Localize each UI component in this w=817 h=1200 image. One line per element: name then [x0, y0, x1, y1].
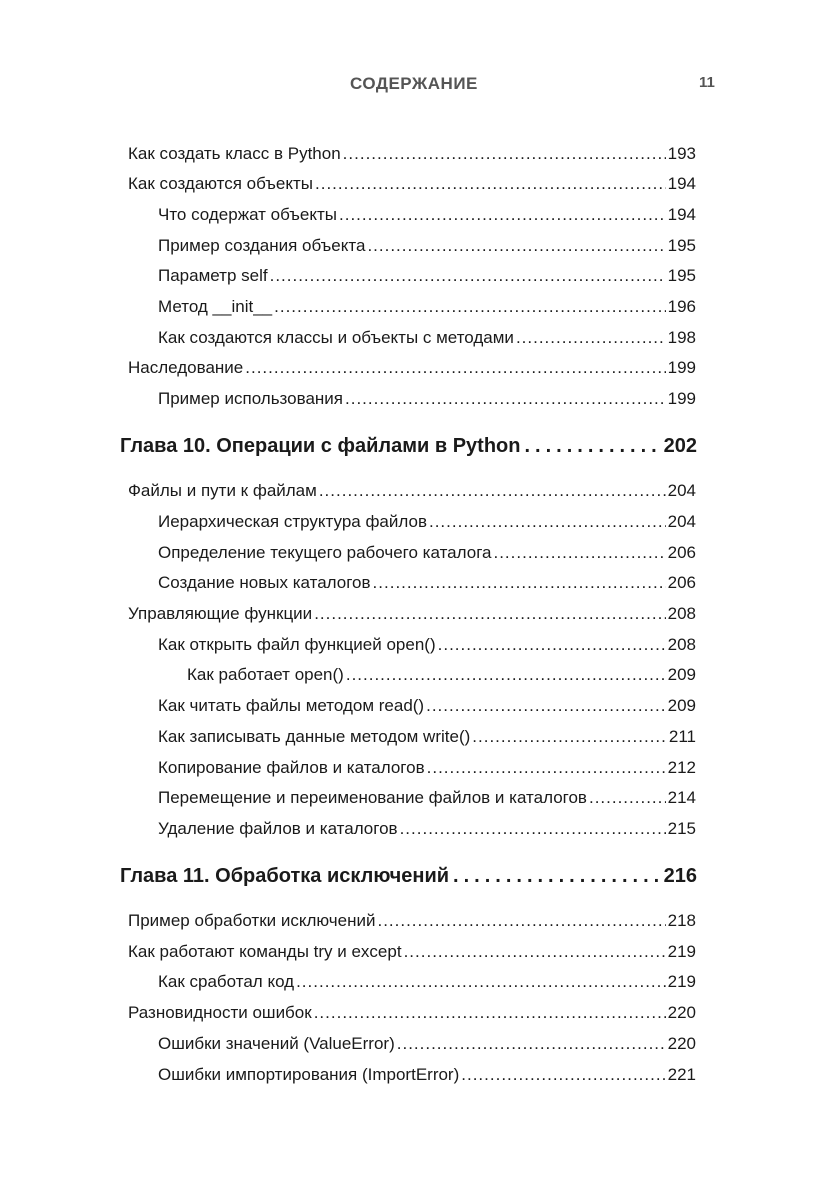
toc-entry-title: Разновидности ошибок: [128, 1003, 312, 1022]
dot-leader: [438, 635, 666, 655]
dot-leader: [346, 665, 666, 685]
toc-entry-title: Как читать файлы методом read(): [158, 696, 425, 715]
toc-entry: [158, 205, 696, 231]
chapter-title: Глава 11. Обработка исключений: [120, 865, 450, 887]
dot-leader: [245, 358, 665, 378]
dot-leader: [427, 758, 666, 778]
dot-leader: [400, 819, 666, 839]
toc-chapter-heading: [120, 435, 697, 465]
toc-entry-page: 218: [667, 911, 696, 930]
toc-entry: [158, 727, 696, 753]
toc-entry: [128, 911, 696, 937]
chapter-title: Глава 10. Операции с файлами в Python: [120, 435, 521, 457]
toc-entry-page: 219: [667, 942, 696, 961]
toc-entry-title: Как сработал код: [158, 972, 295, 991]
running-title: СОДЕРЖАНИЕ: [350, 74, 478, 93]
toc-entry: [187, 665, 696, 691]
dot-leader: [493, 543, 665, 563]
dot-leader: [397, 1034, 666, 1054]
dot-leader: [339, 205, 666, 225]
toc-entry-title: Как создаются классы и объекты с методами: [158, 328, 514, 347]
dot-leader: [315, 174, 666, 194]
toc-entry: [158, 819, 696, 845]
chapter-page: 202: [663, 435, 697, 457]
toc-entry: [158, 297, 696, 323]
dot-leader: [343, 144, 666, 164]
toc-entry-title: Как открыть файл функцией open(): [158, 635, 436, 654]
toc-entry: [158, 1034, 696, 1060]
toc-entry-page: 204: [667, 481, 696, 500]
toc-entry-page: 196: [667, 297, 696, 316]
toc-entry-page: 211: [668, 727, 696, 746]
page-header: [0, 74, 817, 98]
toc-entry-title: Удаление файлов и каталогов: [158, 819, 398, 838]
toc-entry-title: Ошибки значений (ValueError): [158, 1034, 395, 1053]
toc-entry-title: Что содержат объекты: [158, 205, 338, 224]
toc-entry: [158, 758, 696, 784]
toc-entry-title: Пример создания объекта: [158, 236, 366, 255]
toc-entry-page: 198: [667, 328, 696, 347]
toc-entry-title: Как создать класс в Python: [128, 144, 341, 163]
dot-leader: [516, 328, 666, 348]
dot-leader: [461, 1065, 665, 1085]
dot-leader: [453, 865, 660, 888]
dot-leader: [472, 727, 667, 747]
toc-entry-title: Пример обработки исключений: [128, 911, 376, 930]
toc-entry-page: 208: [667, 604, 696, 623]
toc-entry-title: Файлы и пути к файлам: [128, 481, 317, 500]
toc-entry: [158, 543, 696, 569]
toc-entry: [128, 604, 696, 630]
toc-entry: [158, 328, 696, 354]
toc-entry-title: Наследование: [128, 358, 244, 377]
toc-entry-page: 206: [667, 573, 696, 592]
toc-entry-title: Как работают команды try и except: [128, 942, 402, 961]
toc-entry-title: Перемещение и переименование файлов и каталогов: [158, 788, 587, 807]
dot-leader: [345, 389, 666, 409]
toc-entry-page: 209: [667, 696, 696, 715]
toc-entry-title: Параметр self: [158, 266, 268, 285]
toc-entry: [158, 512, 696, 538]
dot-leader: [270, 266, 666, 286]
toc-entry-page: 214: [667, 788, 696, 807]
dot-leader: [426, 696, 666, 716]
toc-entry-title: Определение текущего рабочего каталога: [158, 543, 492, 562]
toc-entry-page: 220: [667, 1034, 696, 1053]
toc-entry-page: 221: [667, 1065, 696, 1084]
toc-entry-page: 194: [667, 205, 696, 224]
toc-entry-page: 193: [667, 144, 696, 163]
toc-entry: [128, 942, 696, 968]
toc-entry: [158, 788, 696, 814]
toc-entry: [158, 696, 696, 722]
toc-entry-title: Как создаются объекты: [128, 174, 314, 193]
toc-entry-title: Как работает open(): [187, 665, 344, 684]
toc-entry: [158, 266, 696, 292]
dot-leader: [296, 972, 666, 992]
toc-entry-title: Пример использования: [158, 389, 343, 408]
toc-entry-title: Управляющие функции: [128, 604, 313, 623]
dot-leader: [367, 236, 665, 256]
toc-entry-title: Ошибки импортирования (ImportError): [158, 1065, 460, 1084]
toc-entry-page: 206: [667, 543, 696, 562]
toc-entry: [128, 144, 696, 170]
toc-entry: [128, 1003, 696, 1029]
toc-entry: [158, 573, 696, 599]
toc-entry: [158, 389, 696, 415]
dot-leader: [319, 481, 666, 501]
toc-entry: [128, 358, 696, 384]
dot-leader: [524, 435, 659, 458]
toc-entry-title: Создание новых каталогов: [158, 573, 371, 592]
dot-leader: [404, 942, 666, 962]
toc-entry: [158, 635, 696, 661]
toc-entry-page: 204: [667, 512, 696, 531]
toc-entry-page: 195: [667, 236, 696, 255]
toc-entry-page: 220: [667, 1003, 696, 1022]
dot-leader: [589, 788, 666, 808]
toc-entry: [128, 481, 696, 507]
toc-entry: [128, 174, 696, 200]
dot-leader: [429, 512, 666, 532]
toc-entry-title: Как записывать данные методом write(): [158, 727, 471, 746]
toc-entry-page: 219: [667, 972, 696, 991]
toc-entry-page: 195: [667, 266, 696, 285]
toc-entry-page: 194: [667, 174, 696, 193]
toc-entry-title: Копирование файлов и каталогов: [158, 758, 425, 777]
toc-entry-page: 199: [667, 358, 696, 377]
dot-leader: [314, 604, 665, 624]
dot-leader: [377, 911, 665, 931]
toc-chapter-heading: [120, 865, 697, 895]
toc-entry-page: 215: [667, 819, 696, 838]
toc-entry-title: Метод __init__: [158, 297, 273, 316]
toc-entry-page: 199: [667, 389, 696, 408]
toc-entry-page: 209: [667, 665, 696, 684]
dot-leader: [373, 573, 666, 593]
dot-leader: [274, 297, 666, 317]
toc-entry-page: 212: [667, 758, 696, 777]
toc-entry: [158, 972, 696, 998]
chapter-page: 216: [663, 865, 697, 887]
toc-entry: [158, 236, 696, 262]
toc-entry: [158, 1065, 696, 1091]
toc-entry-page: 208: [667, 635, 696, 654]
toc-entry-title: Иерархическая структура файлов: [158, 512, 427, 531]
dot-leader: [314, 1003, 666, 1023]
page-number: 11: [699, 74, 715, 91]
